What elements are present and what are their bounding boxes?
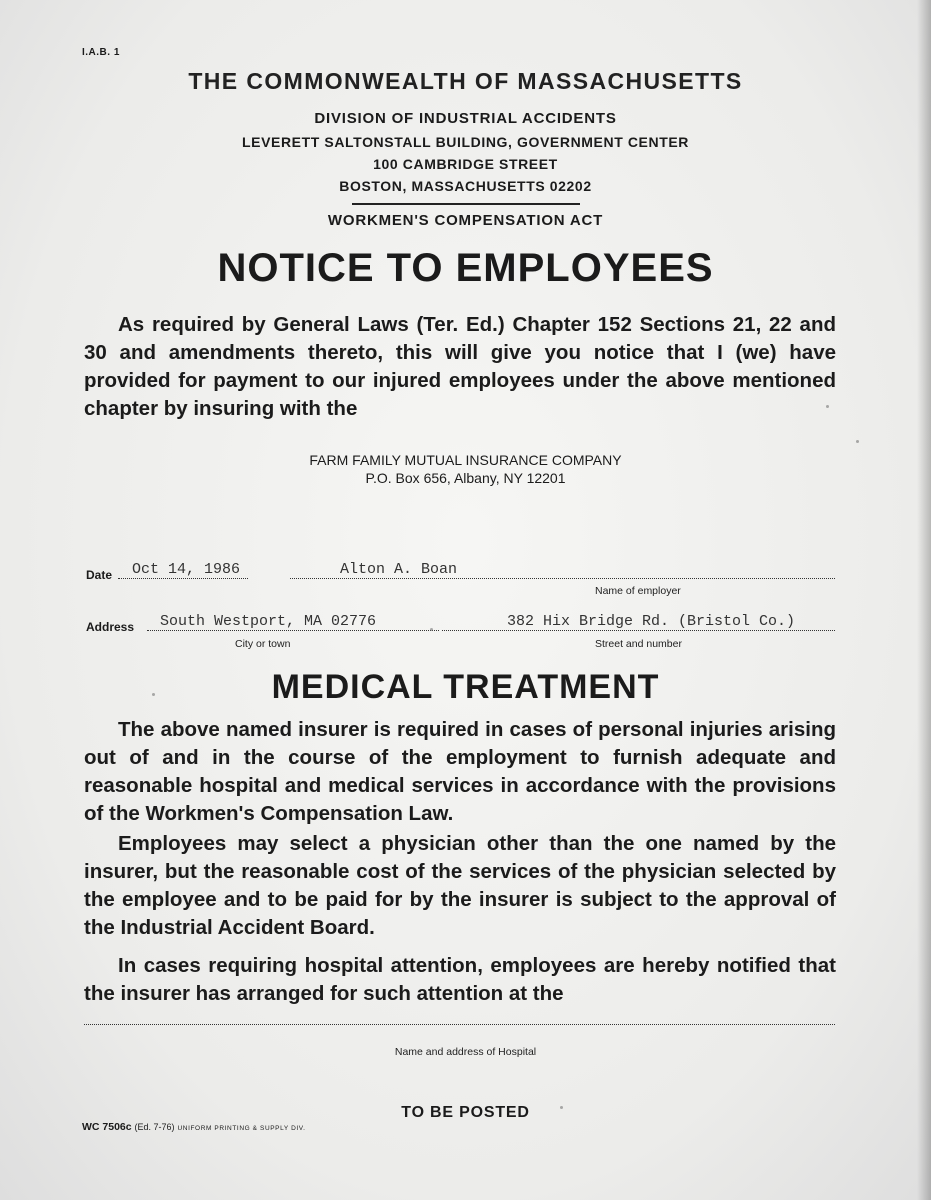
- notice-title: NOTICE TO EMPLOYEES: [217, 246, 714, 290]
- form-code: I.A.B. 1: [82, 47, 120, 58]
- date-label: Date: [86, 568, 113, 582]
- address-label: Address: [86, 620, 135, 634]
- insurer-block: [0, 451, 931, 487]
- footer-form-code: [82, 1121, 306, 1133]
- header-divider: [352, 203, 580, 205]
- insurer-address: P.O. Box 656, Albany, NY 12201: [365, 470, 566, 486]
- form-edition: (Ed. 7-76): [134, 1122, 175, 1132]
- division-heading: DIVISION OF INDUSTRIAL ACCIDENTS: [314, 110, 617, 127]
- form-number: WC 7506c: [82, 1121, 132, 1133]
- notice-paragraph: As required by General Laws (Ter. Ed.) Chapter 152 Sections 21, 22 and 30 and amendments thereto, this will give you notice that I (we) have provided for payment to our injured employees under the above mentioned chapter by insuring with the: [84, 313, 836, 420]
- hospital-field[interactable]: [84, 1024, 835, 1025]
- to-be-posted: TO BE POSTED: [401, 1104, 530, 1121]
- date-value: Oct 14, 1986: [132, 561, 241, 578]
- medical-paragraph-2: Employees may select a physician other than the one named by the insurer, but the reasonable cost of the services of the physician selected by the employee and to be paid for by the insurer is subject to the approval of the Industrial Accident Board.: [84, 832, 836, 939]
- medical-title: MEDICAL TREATMENT: [271, 668, 660, 706]
- insurer-name: FARM FAMILY MUTUAL INSURANCE COMPANY: [309, 452, 622, 468]
- printer-name: UNIFORM PRINTING & SUPPLY DIV.: [177, 1125, 306, 1132]
- paper-speck: [826, 405, 829, 408]
- paper-speck: [560, 1106, 563, 1109]
- act-heading: WORKMEN'S COMPENSATION ACT: [327, 212, 604, 229]
- paper-speck: [152, 693, 155, 696]
- state-heading: THE COMMONWEALTH OF MASSACHUSETTS: [188, 68, 743, 94]
- paper-speck: [430, 628, 433, 631]
- building-line: LEVERETT SALTONSTALL BUILDING, GOVERNMENT CENTER: [242, 134, 689, 150]
- street-value: 382 Hix Bridge Rd. (Bristol Co.): [507, 613, 796, 630]
- medical-paragraph-1: The above named insurer is required in cases of personal injuries arising out of and in the course of the employment to furnish adequate and reasonable hospital and medical services in accordance with the provisions of the Workmen's Compensation Law.: [84, 718, 836, 825]
- hospital-caption: Name and address of Hospital: [394, 1046, 537, 1058]
- medical-paragraph-3: In cases requiring hospital attention, employees are hereby notified that the insurer has arranged for such attention at the: [84, 954, 836, 1005]
- city-line: BOSTON, MASSACHUSETTS 02202: [339, 178, 592, 194]
- city-value: South Westport, MA 02776: [160, 613, 377, 630]
- employer-value: Alton A. Boan: [340, 561, 458, 578]
- street-caption: Street and number: [595, 638, 682, 650]
- city-caption: City or town: [235, 638, 291, 650]
- street-line: 100 CAMBRIDGE STREET: [373, 156, 558, 172]
- employer-caption: Name of employer: [595, 585, 681, 597]
- paper-speck: [856, 440, 859, 443]
